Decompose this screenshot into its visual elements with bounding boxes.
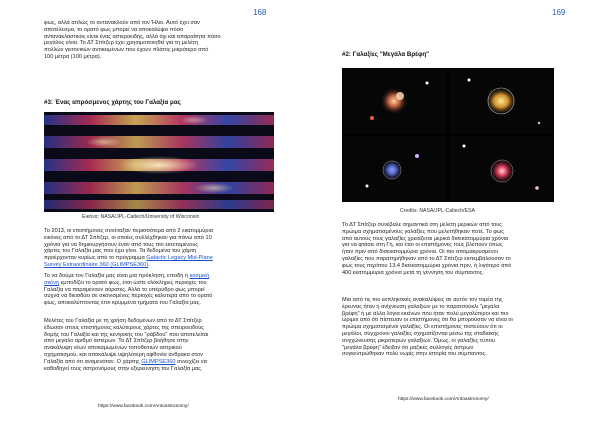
text-line: γαλαξίες που παρατηρήθηκαν από το ΔΤ Σπίτζερ εκπεμβάλουσαν το	[342, 255, 511, 262]
text-line: καθοδηγεί τους αστρονόμους στην εξερεύνηση του Γαλαξία μας.	[44, 365, 203, 372]
text-span: Γαλαξία από ότι αναμενόταν. Ο χάρτης	[44, 358, 142, 365]
text-span: .	[148, 261, 150, 268]
text-line: 400 εκατομμύρια χρόνια μετά τη γέννηση του σύμπαντος.	[342, 269, 484, 276]
galaxy-photo	[449, 68, 554, 134]
text-line: 100 μέτρα (100 μέτρα).	[44, 53, 102, 60]
section-heading: #2: Γαλαξίες "Μεγάλα Βρέφη"	[342, 51, 430, 58]
text-line: χάρτες του Γαλαξία μας που έχει γίνει. Τα δεδομένα του χάρτη	[44, 248, 197, 255]
text-line: αποτέλεσμα, το ορατό φως μπορεί να αποκαλύψει πόσο	[44, 26, 184, 33]
paragraph-big-babies	[342, 297, 590, 358]
section-heading: #3: Ένας απρόσμενος χάρτης του Γαλαξία μας	[44, 99, 181, 106]
intro-paragraph	[44, 20, 284, 61]
text-line: μεγάλοι, σύγχρονοι γαλαξίες σχηματίζονται μέσω της σταδιακής	[342, 330, 499, 337]
paragraph-cosmic-dust	[44, 273, 290, 307]
right-page	[300, 0, 600, 424]
text-line: έρευνας ήταν η ανίχνευση γαλαξιών με το παρατσούκλι "μεγάλα	[342, 303, 500, 310]
text-line: φως τους περίπου 13,4 δισεκατομμύρια χρόνια πριν, ή λιγότερο από	[342, 262, 512, 269]
galaxy-photo	[449, 136, 554, 202]
text-line: πολλών γειτονικών αντικειμένων που έχουν πλάτος μικρότερο από	[44, 47, 209, 54]
text-line: Μελέτες του Γαλαξία με τη χρήση δεδομένων από το ΔΤ Σπίτζερ	[44, 318, 202, 324]
milky-way-map-image	[44, 112, 274, 212]
text-line: συχνά να διεισδύει σε σκονισμένες περιοχές καλύτερα από το ορατό	[44, 293, 213, 300]
text-line: ήταν πριν από δισεκατομμύρια χρόνια. Οι πιο απομακρυσμένοι	[342, 249, 498, 256]
cosmic-dust-link-continued[interactable]: σκόνη	[44, 279, 60, 286]
text-line	[44, 262, 290, 269]
text-span: εμποδίζει το ορατό φως, έτσι ώστε ολόκληρες περιοχές του	[59, 279, 207, 286]
text-line: για να φτάσει στη Γη, και έτσι οι επιστήμονες τους βλέπουν όπως	[342, 242, 503, 249]
text-span: προέρχονταν κυρίως από το πρόγραμμα	[44, 255, 147, 262]
text-line: από μεγάλο αριθμό αστέρων. Το ΔΤ Σπίτζερ βοήθησε στην	[44, 338, 189, 345]
text-line	[44, 280, 290, 287]
glimpse360-link[interactable]: GLIMPSE360	[141, 358, 176, 365]
text-line: φως, αλλά απλώς το αντανακλούν από τον Ήλιο. Αυτό έχει σαν	[44, 20, 200, 26]
text-line	[44, 273, 290, 280]
text-line: πρώιμα σχηματισμένοι γαλαξίες. Οι επιστήμονες πιστεύουν ότι οι	[342, 324, 503, 331]
text-line: ώριμοι από ότι πίστευαν οι επιστήμονες ότι θα μπορούσαν να είναι οι	[342, 317, 513, 324]
cosmic-dust-link[interactable]: κοσμική	[189, 273, 210, 279]
glimpse-program-link[interactable]: Galactic Legacy Mid-Plane	[146, 255, 213, 262]
text-line: συγχώνευσης μικρότερων γαλαξιών. Όμως, οι γαλαξίες τύπου	[342, 337, 496, 344]
footer-url: https://www.facebook.com/Antoastronomy/	[398, 397, 489, 402]
text-line: φως, αποκαλύπτοντας έτσι κρυμμένα τμήματα του Γαλαξία μας.	[44, 300, 201, 307]
glimpse-program-link-continued[interactable]: Survey Extraordinaire 360 (GLIMPSE360)	[44, 261, 149, 268]
text-line: αντανακλαστικός είναι ένας αστεροειδής, αλλά όχι και απαραίτητα πόσο	[44, 33, 221, 40]
page-number: 169	[552, 8, 566, 17]
text-line: χρόνια για να δημιουργήσουν έναν από τους πιο εκτεταμένους	[44, 241, 199, 248]
text-line: Γαλαξία να παραμένουν αόρατες. Αλλά το υπέρυθρο φως μπορεί	[44, 286, 205, 293]
text-line: Το ΔΤ Σπίτζερ συνέβαλε σημαντικά στη μελέτη μερικών από τους	[342, 222, 502, 228]
text-line: δομής του Γαλαξία και της κεντρικής του "ράβδου" που αποτελείται	[44, 331, 209, 338]
galaxy-photo-graphic	[342, 136, 447, 202]
text-line: "μεγάλα βρέφη" έδειξαν ότι μαζικές συλλογές άστρων	[342, 344, 474, 351]
text-line: μεγάλος είναι. Το ΔΤ Σπίτζερ έχει χρησιμοποιηθεί για τη μελέτη	[44, 40, 198, 47]
image-caption: Εικόνα: NASA/JPL-Caltech/University of Wisconsin	[82, 214, 200, 220]
paragraph-glimpse-map	[44, 228, 290, 269]
image-caption: Credits: NASA/JPL-Caltech/ESA	[400, 208, 475, 214]
text-line: βρέφη" ή με άλλα λόγια εκείνων που ήταν πολύ μεγαλύτεροι και πιο	[342, 310, 509, 317]
text-line	[44, 255, 290, 262]
text-line: από αυτούς τους γαλαξίες χρειάζεται μερικά δισεκατομμύρια χρόνια	[342, 235, 509, 242]
text-line: συγκεντρώθηκαν πολύ νωρίς στην ιστορία του σύμπαντος.	[342, 351, 487, 358]
text-line: σχηματισμού, και αποκάλυψε υψηλότερη αφθονία άνθρακα στον	[44, 351, 203, 358]
galaxy-photo-grid	[342, 68, 554, 202]
paragraph-galaxy-studies	[44, 318, 290, 372]
paragraph-early-galaxies	[342, 222, 590, 276]
text-line: Το 2013, οι επιστήμονες συνέταξαν περισσότερα από 2 εκατομμύρια	[44, 228, 213, 234]
text-line	[44, 359, 290, 366]
galaxy-map-illustration	[44, 112, 274, 212]
galaxy-photo-graphic	[449, 136, 554, 202]
text-line: Μια από τις πιο εκπληκτικές ανακαλύψεις σε αυτόν τον τομέα της	[342, 297, 503, 303]
galaxy-photo-graphic	[342, 68, 447, 134]
galaxy-photo	[342, 68, 447, 134]
text-span: Το να δούμε τον Γαλαξία μας είναι μια πρόκληση, επειδή η	[44, 273, 190, 279]
text-line: ανακάλυψη νέων αποκαμωμένων τοποθεσιών αστρικού	[44, 345, 182, 352]
text-line: εικόνες από το ΔΤ Σπίτζερ, οι οποίες συλλέχθηκαν για πάνω από 10	[44, 234, 212, 241]
galaxy-photo-graphic	[449, 68, 554, 134]
page-number: 168	[253, 8, 267, 17]
text-line: έδωσαν στους επιστήμονες καλύτερους χάρτες της σπειροειδούς	[44, 324, 204, 331]
text-span: συνεχίζει να	[175, 358, 207, 365]
text-line: πρώιμα σχηματισμένους γαλαξίες που μελετήθηκαν ποτέ. Το φως	[342, 228, 504, 235]
footer-url: https://www.facebook.com/Antoastronomy/	[98, 404, 189, 409]
galaxy-photo	[342, 136, 447, 202]
